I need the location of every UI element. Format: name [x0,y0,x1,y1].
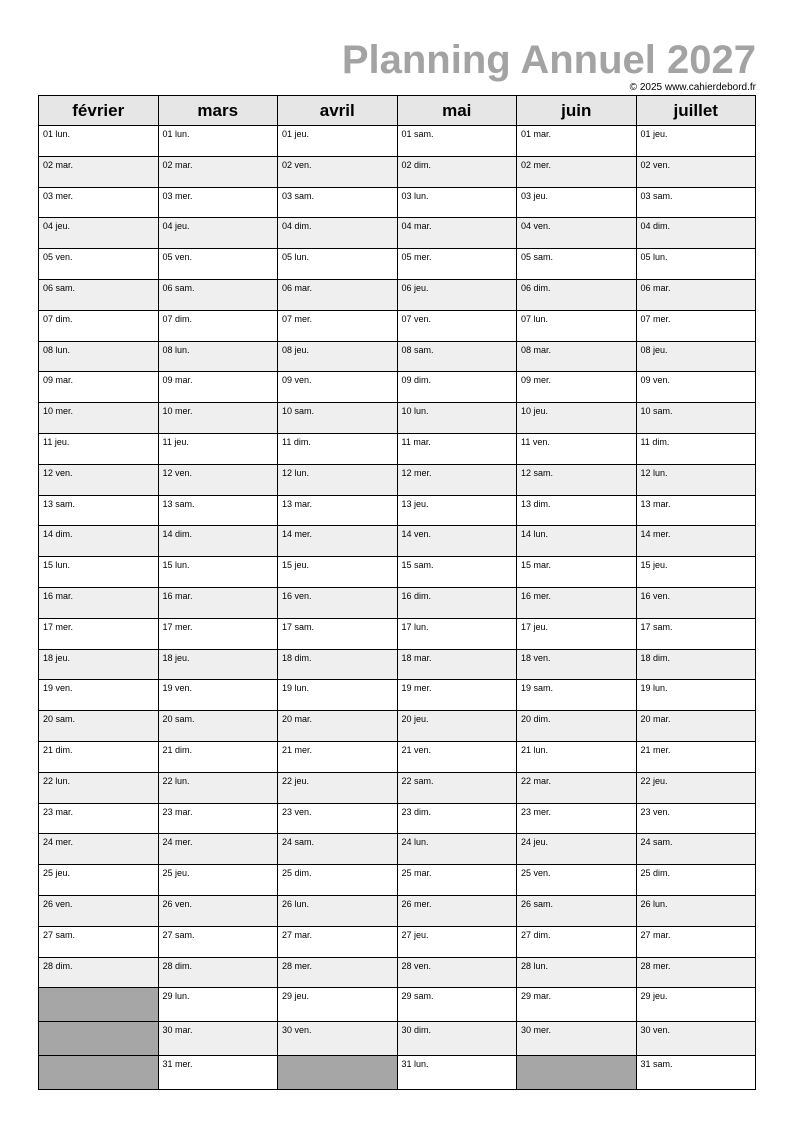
day-cell[interactable]: 14 mer. [636,526,756,557]
day-row [39,557,756,588]
day-cell[interactable]: 16 mar. [39,587,159,618]
day-cell[interactable]: 04 ven. [517,218,637,249]
day-cell[interactable]: 14 lun. [517,526,637,557]
day-cell[interactable]: 29 sam. [397,988,517,1022]
day-cell[interactable]: 11 dim. [278,433,398,464]
day-cell[interactable]: 07 dim. [39,310,159,341]
day-cell[interactable]: 06 sam. [158,279,278,310]
day-cell[interactable]: 06 sam. [39,279,159,310]
day-row [39,464,756,495]
day-cell[interactable]: 27 sam. [39,926,159,957]
day-cell[interactable]: 24 lun. [397,834,517,865]
unused-day-cell [278,1056,398,1090]
unused-day-cell [39,988,159,1022]
day-cell[interactable]: 01 jeu. [278,126,398,157]
day-cell[interactable]: 02 dim. [397,156,517,187]
day-cell[interactable]: 14 mer. [278,526,398,557]
month-header-row [39,96,756,126]
day-cell[interactable]: 02 ven. [278,156,398,187]
day-cell[interactable]: 05 lun. [636,249,756,280]
day-cell[interactable]: 29 jeu. [636,988,756,1022]
day-cell[interactable]: 11 jeu. [39,433,159,464]
day-cell[interactable]: 04 jeu. [158,218,278,249]
day-cell[interactable]: 04 mar. [397,218,517,249]
day-cell[interactable]: 09 mar. [158,372,278,403]
day-cell[interactable]: 12 lun. [636,464,756,495]
day-cell[interactable]: 12 ven. [39,464,159,495]
day-cell[interactable]: 08 lun. [39,341,159,372]
day-row [39,156,756,187]
day-row [39,865,756,896]
day-cell[interactable]: 20 sam. [158,711,278,742]
day-cell[interactable]: 11 mar. [397,433,517,464]
day-cell[interactable]: 07 ven. [397,310,517,341]
day-cell[interactable]: 20 dim. [517,711,637,742]
day-cell[interactable]: 19 lun. [278,680,398,711]
day-cell[interactable]: 21 ven. [397,741,517,772]
day-row [39,926,756,957]
day-cell[interactable]: 11 jeu. [158,433,278,464]
day-cell[interactable]: 05 sam. [517,249,637,280]
unused-day-cell [517,1056,637,1090]
day-row [39,249,756,280]
month-header: avril [278,96,398,126]
day-cell[interactable]: 19 sam. [517,680,637,711]
day-cell[interactable]: 05 ven. [158,249,278,280]
day-cell[interactable]: 28 mer. [636,957,756,988]
day-cell[interactable]: 22 lun. [39,772,159,803]
day-row [39,895,756,926]
day-cell[interactable]: 07 dim. [158,310,278,341]
day-row [39,126,756,157]
day-cell[interactable]: 08 lun. [158,341,278,372]
day-cell[interactable]: 27 jeu. [397,926,517,957]
day-cell[interactable]: 15 jeu. [636,557,756,588]
day-cell[interactable]: 06 dim. [517,279,637,310]
day-cell[interactable]: 08 jeu. [636,341,756,372]
day-cell[interactable]: 17 mer. [158,618,278,649]
day-cell[interactable]: 13 jeu. [397,495,517,526]
day-cell[interactable]: 23 mar. [158,803,278,834]
day-cell[interactable]: 25 dim. [636,865,756,896]
day-cell[interactable]: 20 mar. [278,711,398,742]
day-row [39,803,756,834]
day-cell[interactable]: 29 lun. [158,988,278,1022]
day-cell[interactable]: 14 dim. [158,526,278,557]
day-row [39,680,756,711]
day-cell[interactable]: 09 ven. [278,372,398,403]
day-cell[interactable]: 05 lun. [278,249,398,280]
day-cell[interactable]: 20 jeu. [397,711,517,742]
day-cell[interactable]: 13 dim. [517,495,637,526]
planner-body [39,126,756,1090]
day-cell[interactable]: 18 jeu. [158,649,278,680]
day-row [39,187,756,218]
unused-day-cell [39,1056,159,1090]
day-cell[interactable]: 23 ven. [278,803,398,834]
day-cell[interactable]: 16 ven. [636,587,756,618]
day-row [39,1056,756,1090]
day-cell[interactable]: 18 dim. [278,649,398,680]
day-cell[interactable]: 11 ven. [517,433,637,464]
day-cell[interactable]: 24 sam. [278,834,398,865]
day-row [39,834,756,865]
day-cell[interactable]: 27 mar. [636,926,756,957]
day-cell[interactable]: 10 mer. [158,403,278,434]
day-cell[interactable]: 18 mar. [397,649,517,680]
page-title: Planning Annuel 2027 [341,38,756,82]
day-cell[interactable]: 17 jeu. [517,618,637,649]
day-cell[interactable]: 09 mer. [517,372,637,403]
day-cell[interactable]: 23 mar. [39,803,159,834]
day-cell[interactable]: 28 ven. [397,957,517,988]
day-cell[interactable]: 21 dim. [158,741,278,772]
day-cell[interactable]: 22 mar. [517,772,637,803]
day-cell[interactable]: 26 mer. [397,895,517,926]
day-row [39,711,756,742]
day-cell[interactable]: 02 mar. [39,156,159,187]
day-cell[interactable]: 30 mar. [158,1022,278,1056]
day-cell[interactable]: 09 dim. [397,372,517,403]
day-cell[interactable]: 10 mer. [39,403,159,434]
day-cell[interactable]: 28 mer. [278,957,398,988]
day-row [39,741,756,772]
day-cell[interactable]: 02 mar. [158,156,278,187]
day-cell[interactable]: 25 mar. [397,865,517,896]
day-cell[interactable]: 06 mar. [636,279,756,310]
day-cell[interactable]: 22 jeu. [636,772,756,803]
day-cell[interactable]: 13 sam. [158,495,278,526]
day-cell[interactable]: 17 sam. [636,618,756,649]
day-cell[interactable]: 12 ven. [158,464,278,495]
day-cell[interactable]: 21 mer. [636,741,756,772]
day-cell[interactable]: 21 mer. [278,741,398,772]
day-cell[interactable]: 20 sam. [39,711,159,742]
day-cell[interactable]: 23 ven. [636,803,756,834]
day-cell[interactable]: 01 jeu. [636,126,756,157]
day-cell[interactable]: 27 sam. [158,926,278,957]
day-cell[interactable]: 22 sam. [397,772,517,803]
day-cell[interactable]: 15 lun. [39,557,159,588]
day-cell[interactable]: 23 dim. [397,803,517,834]
day-row [39,587,756,618]
day-cell[interactable]: 16 ven. [278,587,398,618]
day-cell[interactable]: 01 sam. [397,126,517,157]
day-cell[interactable]: 21 lun. [517,741,637,772]
day-cell[interactable]: 07 mer. [278,310,398,341]
day-cell[interactable]: 15 lun. [158,557,278,588]
day-row [39,1022,756,1056]
day-cell[interactable]: 16 dim. [397,587,517,618]
day-cell[interactable]: 29 jeu. [278,988,398,1022]
day-row [39,310,756,341]
day-cell[interactable]: 12 mer. [397,464,517,495]
day-cell[interactable]: 03 jeu. [517,187,637,218]
day-cell[interactable]: 18 jeu. [39,649,159,680]
day-cell[interactable]: 01 lun. [158,126,278,157]
day-cell[interactable]: 10 lun. [397,403,517,434]
day-row [39,433,756,464]
day-cell[interactable]: 03 mer. [158,187,278,218]
day-cell[interactable]: 27 mar. [278,926,398,957]
month-header: mai [397,96,517,126]
day-cell[interactable]: 29 mar. [517,988,637,1022]
day-cell[interactable]: 07 lun. [517,310,637,341]
day-cell[interactable]: 09 mar. [39,372,159,403]
day-cell[interactable]: 21 dim. [39,741,159,772]
day-cell[interactable]: 30 ven. [636,1022,756,1056]
day-row [39,218,756,249]
unused-day-cell [39,1022,159,1056]
day-cell[interactable]: 26 lun. [278,895,398,926]
day-cell[interactable]: 08 sam. [397,341,517,372]
day-cell[interactable]: 25 jeu. [158,865,278,896]
day-cell[interactable]: 13 mar. [636,495,756,526]
day-row [39,988,756,1022]
day-cell[interactable]: 28 lun. [517,957,637,988]
day-cell[interactable]: 12 lun. [278,464,398,495]
day-cell[interactable]: 22 jeu. [278,772,398,803]
day-cell[interactable]: 04 dim. [278,218,398,249]
day-cell[interactable]: 03 lun. [397,187,517,218]
month-header: juillet [636,96,756,126]
day-cell[interactable]: 31 mer. [158,1056,278,1090]
day-cell[interactable]: 13 mar. [278,495,398,526]
day-row [39,403,756,434]
day-cell[interactable]: 15 jeu. [278,557,398,588]
day-cell[interactable]: 05 ven. [39,249,159,280]
day-cell[interactable]: 25 dim. [278,865,398,896]
day-cell[interactable]: 28 dim. [39,957,159,988]
day-cell[interactable]: 02 mer. [517,156,637,187]
day-cell[interactable]: 18 ven. [517,649,637,680]
day-cell[interactable]: 24 sam. [636,834,756,865]
day-cell[interactable]: 16 mer. [517,587,637,618]
day-cell[interactable]: 24 mer. [158,834,278,865]
day-cell[interactable]: 05 mer. [397,249,517,280]
day-cell[interactable]: 20 mar. [636,711,756,742]
day-row [39,341,756,372]
day-cell[interactable]: 14 dim. [39,526,159,557]
day-cell[interactable]: 07 mer. [636,310,756,341]
day-cell[interactable]: 03 sam. [278,187,398,218]
day-cell[interactable]: 10 jeu. [517,403,637,434]
day-cell[interactable]: 01 lun. [39,126,159,157]
day-cell[interactable]: 26 sam. [517,895,637,926]
day-cell[interactable]: 13 sam. [39,495,159,526]
day-cell[interactable]: 27 dim. [517,926,637,957]
day-cell[interactable]: 02 ven. [636,156,756,187]
day-cell[interactable]: 17 sam. [278,618,398,649]
day-cell[interactable]: 31 lun. [397,1056,517,1090]
day-cell[interactable]: 04 dim. [636,218,756,249]
day-cell[interactable]: 10 sam. [278,403,398,434]
day-cell[interactable]: 17 mer. [39,618,159,649]
month-header: février [39,96,159,126]
day-cell[interactable]: 04 jeu. [39,218,159,249]
day-cell[interactable]: 25 jeu. [39,865,159,896]
day-row [39,372,756,403]
day-cell[interactable]: 10 sam. [636,403,756,434]
day-cell[interactable]: 09 ven. [636,372,756,403]
day-cell[interactable]: 19 lun. [636,680,756,711]
day-cell[interactable]: 26 ven. [39,895,159,926]
day-cell[interactable]: 03 mer. [39,187,159,218]
day-row [39,772,756,803]
day-row [39,618,756,649]
day-cell[interactable]: 30 ven. [278,1022,398,1056]
day-row [39,495,756,526]
day-cell[interactable]: 15 sam. [397,557,517,588]
month-header: juin [517,96,637,126]
copyright-notice: © 2025 www.cahierdebord.fr [629,82,756,93]
day-cell[interactable]: 22 lun. [158,772,278,803]
day-cell[interactable]: 14 ven. [397,526,517,557]
day-cell[interactable]: 30 dim. [397,1022,517,1056]
day-cell[interactable]: 06 jeu. [397,279,517,310]
day-cell[interactable]: 17 lun. [397,618,517,649]
day-cell[interactable]: 31 sam. [636,1056,756,1090]
day-cell[interactable]: 24 jeu. [517,834,637,865]
day-cell[interactable]: 18 dim. [636,649,756,680]
day-cell[interactable]: 24 mer. [39,834,159,865]
day-row [39,279,756,310]
day-cell[interactable]: 19 mer. [397,680,517,711]
day-row [39,649,756,680]
day-cell[interactable]: 19 ven. [39,680,159,711]
day-cell[interactable]: 15 mar. [517,557,637,588]
month-header: mars [158,96,278,126]
day-cell[interactable]: 08 jeu. [278,341,398,372]
day-cell[interactable]: 26 lun. [636,895,756,926]
day-cell[interactable]: 12 sam. [517,464,637,495]
day-cell[interactable]: 08 mar. [517,341,637,372]
day-cell[interactable]: 03 sam. [636,187,756,218]
day-cell[interactable]: 26 ven. [158,895,278,926]
day-row [39,957,756,988]
day-cell[interactable]: 16 mar. [158,587,278,618]
day-cell[interactable]: 11 dim. [636,433,756,464]
day-cell[interactable]: 30 mer. [517,1022,637,1056]
day-cell[interactable]: 23 mer. [517,803,637,834]
day-cell[interactable]: 01 mar. [517,126,637,157]
day-cell[interactable]: 28 dim. [158,957,278,988]
day-cell[interactable]: 06 mar. [278,279,398,310]
annual-planner-table [38,95,756,1090]
day-cell[interactable]: 19 ven. [158,680,278,711]
day-cell[interactable]: 25 ven. [517,865,637,896]
day-row [39,526,756,557]
